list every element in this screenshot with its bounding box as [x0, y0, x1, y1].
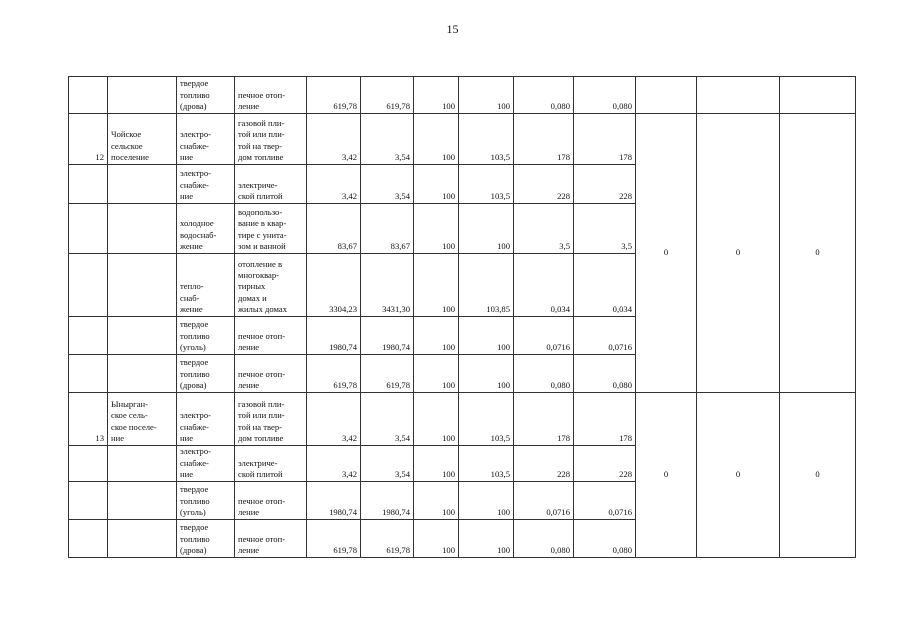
- cell-value: 100: [459, 355, 514, 393]
- cell-settlement: [108, 165, 177, 204]
- cell-number: [69, 254, 108, 317]
- cell-value: 3,5: [574, 204, 636, 254]
- cell-value: 100: [414, 165, 459, 204]
- cell-value: 619,78: [361, 520, 414, 558]
- table-row: [69, 393, 856, 446]
- cell-value: 619,78: [361, 77, 414, 114]
- cell-settlement: Чойское сельское поселение: [108, 114, 177, 165]
- cell-value: 3304,23: [307, 254, 361, 317]
- cell-value: 100: [414, 114, 459, 165]
- cell-resource: твердое топливо (уголь): [177, 317, 235, 355]
- cell-conditions: печное отоп- ление: [235, 355, 307, 393]
- cell-value: 0,034: [514, 254, 574, 317]
- cell-settlement: [108, 482, 177, 520]
- cell-value: 0,080: [514, 355, 574, 393]
- cell-number: [69, 204, 108, 254]
- cell-zero: 0: [780, 393, 856, 558]
- cell-value: 228: [514, 446, 574, 482]
- cell-value: 100: [414, 204, 459, 254]
- cell-number: [69, 482, 108, 520]
- cell-value: 3,5: [514, 204, 574, 254]
- cell-resource: твердое топливо (дрова): [177, 77, 235, 114]
- cell-value: 3,54: [361, 446, 414, 482]
- cell-value: 3,54: [361, 165, 414, 204]
- table-row: [69, 77, 856, 114]
- cell-value: 1980,74: [361, 317, 414, 355]
- cell-value: 100: [414, 355, 459, 393]
- cell-empty: [780, 77, 856, 114]
- cell-resource: электро- снабже- ние: [177, 114, 235, 165]
- cell-conditions: электриче- ской плитой: [235, 165, 307, 204]
- cell-value: 3,42: [307, 114, 361, 165]
- cell-value: 0,0716: [574, 317, 636, 355]
- cell-resource: холодное водоснаб- жение: [177, 204, 235, 254]
- cell-value: 619,78: [307, 520, 361, 558]
- cell-value: 103,85: [459, 254, 514, 317]
- cell-value: 83,67: [361, 204, 414, 254]
- cell-zero: 0: [636, 393, 697, 558]
- cell-value: 619,78: [307, 355, 361, 393]
- cell-value: 3,54: [361, 393, 414, 446]
- cell-value: 0,0716: [514, 482, 574, 520]
- cell-value: 0,0716: [574, 482, 636, 520]
- cell-value: 619,78: [361, 355, 414, 393]
- cell-value: 0,080: [574, 355, 636, 393]
- cell-value: 100: [414, 77, 459, 114]
- page-number: 15: [446, 22, 459, 36]
- cell-value: 0,080: [574, 520, 636, 558]
- cell-resource: тепло- снаб- жение: [177, 254, 235, 317]
- cell-settlement: [108, 77, 177, 114]
- cell-number: [69, 446, 108, 482]
- cell-zero: 0: [697, 393, 780, 558]
- cell-resource: электро- снабже- ние: [177, 393, 235, 446]
- cell-zero: 0: [780, 114, 856, 393]
- cell-conditions: электриче- ской плитой: [235, 446, 307, 482]
- cell-value: 100: [459, 520, 514, 558]
- cell-number: 13: [69, 393, 108, 446]
- cell-value: 100: [414, 520, 459, 558]
- cell-resource: твердое топливо (уголь): [177, 482, 235, 520]
- cell-number: [69, 165, 108, 204]
- cell-value: 178: [574, 393, 636, 446]
- cell-settlement: [108, 317, 177, 355]
- tariff-table: [68, 76, 856, 558]
- cell-value: 1980,74: [307, 317, 361, 355]
- cell-resource: электро- снабже- ние: [177, 165, 235, 204]
- cell-value: 100: [459, 204, 514, 254]
- cell-value: 0,034: [574, 254, 636, 317]
- cell-value: 100: [414, 254, 459, 317]
- cell-conditions: печное отоп- ление: [235, 482, 307, 520]
- cell-number: [69, 317, 108, 355]
- cell-value: 619,78: [307, 77, 361, 114]
- cell-resource: твердое топливо (дрова): [177, 520, 235, 558]
- cell-number: [69, 77, 108, 114]
- cell-value: 3,42: [307, 393, 361, 446]
- cell-value: 100: [414, 482, 459, 520]
- cell-conditions: водопользо- вание в квар- тире с унита- зом и ванной: [235, 204, 307, 254]
- cell-zero: 0: [636, 114, 697, 393]
- cell-resource: электро- снабже- ние: [177, 446, 235, 482]
- cell-value: 3431,30: [361, 254, 414, 317]
- cell-value: 228: [574, 165, 636, 204]
- cell-value: 1980,74: [361, 482, 414, 520]
- cell-value: 228: [514, 165, 574, 204]
- cell-value: 103,5: [459, 393, 514, 446]
- cell-settlement: [108, 446, 177, 482]
- cell-value: 178: [574, 114, 636, 165]
- cell-number: [69, 355, 108, 393]
- cell-value: 228: [574, 446, 636, 482]
- cell-settlement: [108, 520, 177, 558]
- cell-conditions: газовой пли- той или пли- той на твер- дом топливе: [235, 114, 307, 165]
- cell-value: 0,080: [574, 77, 636, 114]
- cell-empty: [697, 77, 780, 114]
- cell-value: 100: [459, 317, 514, 355]
- cell-value: 178: [514, 114, 574, 165]
- cell-value: 0,0716: [514, 317, 574, 355]
- cell-number: 12: [69, 114, 108, 165]
- cell-value: 103,5: [459, 446, 514, 482]
- cell-conditions: печное отоп- ление: [235, 317, 307, 355]
- cell-value: 100: [459, 77, 514, 114]
- cell-value: 3,42: [307, 165, 361, 204]
- cell-zero: 0: [697, 114, 780, 393]
- cell-value: 178: [514, 393, 574, 446]
- cell-conditions: отопление в многоквар- тирных домах и жилых домах: [235, 254, 307, 317]
- cell-value: 100: [414, 317, 459, 355]
- cell-settlement: [108, 204, 177, 254]
- cell-resource: твердое топливо (дрова): [177, 355, 235, 393]
- cell-value: 3,54: [361, 114, 414, 165]
- cell-settlement: [108, 254, 177, 317]
- cell-settlement: Ынырган- ское сель- ское поселе- ние: [108, 393, 177, 446]
- cell-empty: [636, 77, 697, 114]
- cell-value: 100: [414, 393, 459, 446]
- cell-conditions: печное отоп- ление: [235, 520, 307, 558]
- cell-value: 103,5: [459, 165, 514, 204]
- cell-value: 3,42: [307, 446, 361, 482]
- table-row: [69, 114, 856, 165]
- cell-conditions: газовой пли- той или пли- той на твер- дом топливе: [235, 393, 307, 446]
- cell-settlement: [108, 355, 177, 393]
- cell-conditions: печное отоп- ление: [235, 77, 307, 114]
- cell-value: 0,080: [514, 77, 574, 114]
- cell-number: [69, 520, 108, 558]
- cell-value: 103,5: [459, 114, 514, 165]
- cell-value: 1980,74: [307, 482, 361, 520]
- cell-value: 83,67: [307, 204, 361, 254]
- cell-value: 0,080: [514, 520, 574, 558]
- cell-value: 100: [459, 482, 514, 520]
- cell-value: 100: [414, 446, 459, 482]
